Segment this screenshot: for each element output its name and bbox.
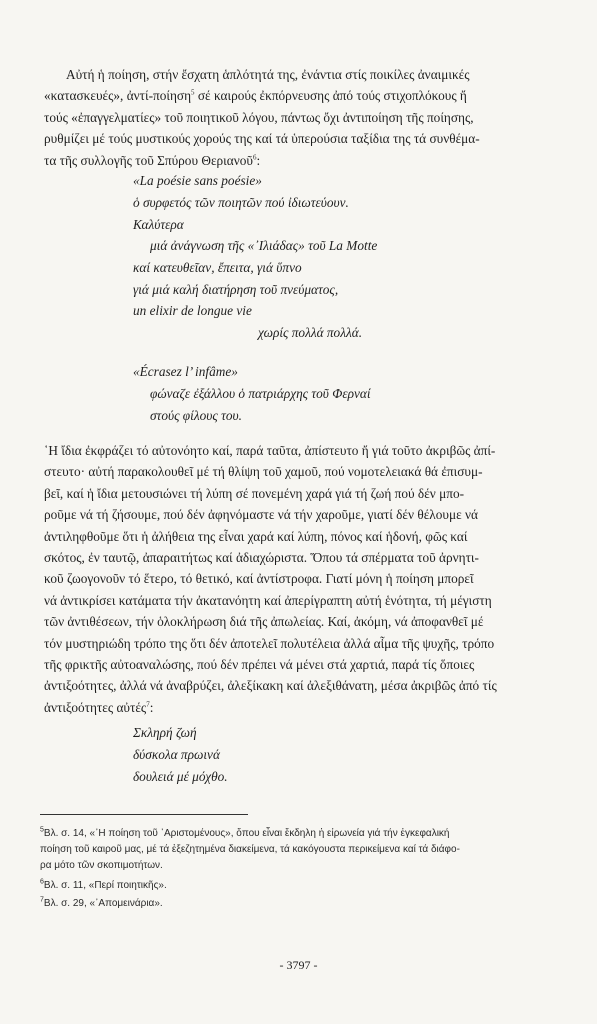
verse-line: μιά ἀνάγνωση τῆς «᾽Ιλιάδας» τοῦ La Motte: [150, 238, 378, 253]
verse-line: ὁ συρφετός τῶν ποιητῶν πού ἰδιωτεύουν.: [133, 195, 349, 210]
footnote-marker[interactable]: 5: [191, 88, 195, 97]
verse-line: γιά μιά καλή διατήρηση τοῦ πνεύματος,: [133, 282, 339, 297]
footnote-line: $^5$Βλ. σ. 14, «᾽Η ποίηση τοῦ ᾽Αριστομένους», ὅπου εἶναι ἔκδηλη ἡ εἰρωνεία γιά τήν ἐγκεφαλική: [40, 826, 450, 839]
verse-line: φώναζε ἐξάλλου ὁ πατριάρχης τοῦ Φερναί: [150, 386, 371, 401]
footnote-line: $^6$Βλ. σ. 11, «Περί ποιητικῆς».: [40, 878, 167, 891]
text-line: τόν μυστηριώδη τρόπο της ὅτι δέν ἀποτελεῖ πολυτέλεια ἀλλά αἷμα τῆς ψυχῆς, τρόπο: [44, 635, 495, 651]
verse-line: δουλειά μέ μόχθο.: [133, 769, 228, 784]
text-line: Αὐτή ἡ ποίηση, στήν ἔσχατη ἁπλότητά της, ἐνάντια στίς ποικίλες ἀναιμικές: [66, 67, 470, 82]
verse-line: Σκληρή ζωή: [133, 725, 197, 740]
text-line: τῆς φρικτῆς αὐτοαναλώσης, πού δέν πρέπει νά μένει στά χαρτιά, παρά τίς ὅποιες: [44, 657, 475, 673]
text-line: τούς «ἐπαγγελματίες» τοῦ ποιητικοῦ λόγου, πάντως ὄχι ἀντιποίηση τῆς ποίησης,: [44, 109, 474, 125]
paragraph-intro: [44, 64, 564, 171]
footnote-line: $^7$Βλ. σ. 29, «᾽Απομεινάρια».: [40, 896, 163, 909]
paragraph-main: [44, 440, 564, 718]
footnote-line: ποίηση τοῦ καιροῦ μας, μέ τά ἐξεζητημένα διακείμενα, τά κακόγουστα περικείμενα καί τά διάφο-: [40, 844, 460, 855]
footnote-6: [40, 878, 560, 894]
text-line: «κατασκευές», ἀντί-ποίηση$^5$ σέ καιρούς ἐκπόρνευσης ἀπό τούς στιχοπλόκους ἤ: [44, 88, 467, 104]
text-line: σκότος, ἐν ταυτῷ, ἀπαραιτήτως καί ἀδιαχώριστα. Ὅπου τά σπέρματα τοῦ ἀρνητι-: [44, 550, 479, 566]
text-line: ροῦμε νά τή ζήσουμε, πού δέν ἀφηνόμαστε νά τήν χαροῦμε, γιατί δέν θέλουμε νά: [44, 507, 478, 523]
page-number: - 3797 -: [279, 958, 318, 972]
text-line: ἀντιληφθοῦμε ὅτι ἡ ἀλήθεια της εἶναι χαρά καί λύπη, πόνος καί ἡδονή, φῶς καί: [44, 528, 468, 544]
footnote-marker[interactable]: 6: [252, 153, 257, 162]
verse-line: Καλύτερα: [133, 217, 184, 232]
text-line: ρυθμίζει μέ τούς μυστικούς χορούς της καί τά ὑπερούσια ταξίδια της τά συνθέμα-: [44, 131, 480, 147]
text-line: στευτο· αὐτή παρακολουθεῖ μέ τή θλίψη τοῦ χαμοῦ, πού νομοτελειακά θά ἐπισυμ-: [44, 464, 483, 480]
verse-line: στούς φίλους του.: [150, 408, 242, 423]
text-line: ῾Η ἴδια ἐκφράζει τό αὐτονόητο καί, παρά ταῦτα, ἀπίστευτο ἤ γιά τοῦτο ἀκριβῶς ἀπί-: [44, 443, 496, 458]
text-line: ἀντιξοότητες αὐτές$^7$:: [44, 699, 154, 715]
footnote-line: ρα μότο τῶν σκοπιμοτήτων.: [40, 860, 163, 871]
footnote-marker[interactable]: 7: [146, 700, 150, 709]
text-line: νά ἀντικρίσει κατάματα τήν ἀκατανόητη καί ἀπερίγραπτη αὐτή ἑνότητα, τή μέγιστη: [44, 592, 492, 608]
text-line: τῶν ἀντιθέσεων, τήν ὁλοκλήρωση διά τῆς ἀπωλείας. Καί, ἀκόμη, νά ἀποφανθεῖ μέ: [44, 614, 484, 630]
footnote-divider: [40, 814, 248, 815]
verse-line: καί κατευθεῖαν, ἔπειτα, γιά ὕπνο: [133, 260, 302, 275]
verse-line: «La poésie sans poésie»: [133, 173, 262, 188]
verse-line: δύσκολα πρωινά: [133, 747, 220, 762]
text-line: κοῦ ζωογονοῦν τό ἕτερο, τό θετικό, καί ἀντίστροφα. Γιατί μόνη ἡ ποίηση μπορεῖ: [44, 571, 474, 587]
text-line: τα τῆς συλλογῆς τοῦ Σπύρου Θεριανοῦ$^6$:: [44, 152, 261, 168]
verse-line: un elixir de longue vie: [133, 303, 252, 318]
verse-line: «Écrasez l’ infâme»: [133, 364, 238, 379]
text-line: ἀντιξοότητες, ἀλλά νά ἀναβρύζει, ἀλεξίκακη καί ἀλεξιθάνατη, μέσα ἀκριβῶς ἀπό τίς: [44, 678, 497, 694]
verse-line: χωρίς πολλά πολλά.: [258, 325, 363, 340]
footnote-7: [40, 896, 560, 912]
footnote-5: [40, 826, 560, 874]
text-line: βεῖ, καί ἡ ἴδια μετουσιώνει τή λύπη σέ πονεμένη χαρά γιά τή ζωή πού δέν μπο-: [44, 485, 465, 501]
